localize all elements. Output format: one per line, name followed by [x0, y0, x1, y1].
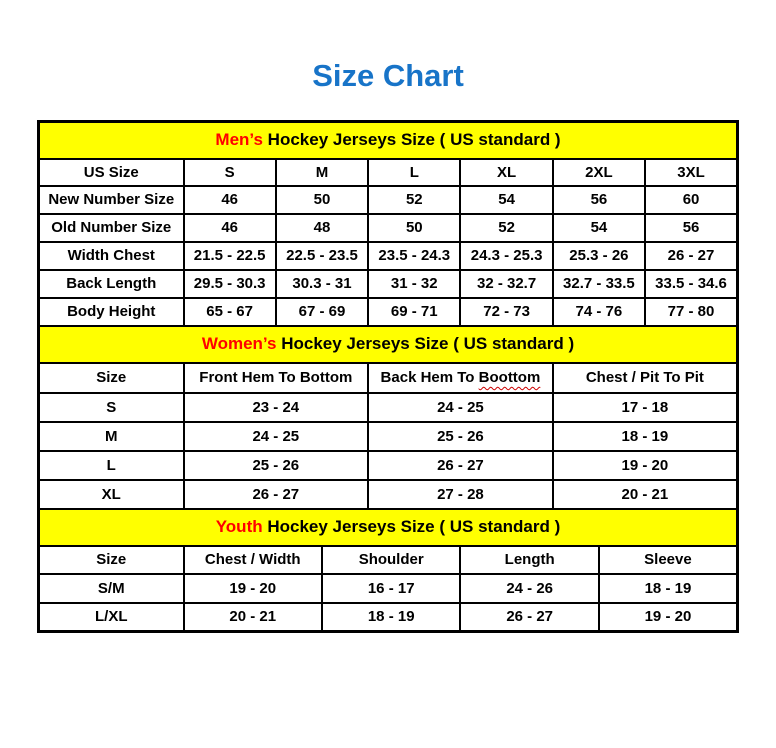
row-label: S — [39, 393, 184, 422]
table-row — [39, 480, 738, 509]
mens-section-highlight: Men’s — [215, 130, 263, 150]
cell: 18 - 19 — [553, 422, 738, 451]
cell: 24 - 25 — [184, 422, 369, 451]
mens-section-title — [39, 122, 738, 159]
cell: 52 — [368, 186, 460, 214]
mens-header-row — [39, 159, 738, 186]
cell: 54 — [553, 214, 645, 242]
cell: 29.5 - 30.3 — [184, 270, 276, 298]
youth-header-sleeve: Sleeve — [599, 546, 738, 574]
table-row — [39, 451, 738, 480]
cell: 30.3 - 31 — [276, 270, 368, 298]
womens-header-back-hem-lead: Back Hem To — [380, 369, 475, 386]
youth-header-shoulder: Shoulder — [322, 546, 460, 574]
cell: 24.3 - 25.3 — [460, 242, 552, 270]
row-label: Old Number Size — [39, 214, 184, 242]
row-label: Width Chest — [39, 242, 184, 270]
cell: 69 - 71 — [368, 298, 460, 326]
cell: 33.5 - 34.6 — [645, 270, 737, 298]
cell: 25 - 26 — [368, 422, 553, 451]
cell: 46 — [184, 214, 276, 242]
womens-header-front-hem: Front Hem To Bottom — [184, 363, 369, 393]
cell: 20 - 21 — [184, 603, 322, 632]
youth-section-highlight: Youth — [215, 517, 263, 536]
cell: 60 — [645, 186, 737, 214]
youth-section-band — [39, 509, 738, 546]
cell: 32.7 - 33.5 — [553, 270, 645, 298]
cell: 52 — [460, 214, 552, 242]
cell: 22.5 - 23.5 — [276, 242, 368, 270]
row-label: New Number Size — [39, 186, 184, 214]
cell: 26 - 27 — [184, 480, 369, 509]
table-row — [39, 574, 738, 603]
cell: 56 — [645, 214, 737, 242]
mens-header-xl: XL — [460, 159, 552, 186]
cell: 19 - 20 — [553, 451, 738, 480]
mens-header-l: L — [368, 159, 460, 186]
row-label: XL — [39, 480, 184, 509]
womens-section-rest: Hockey Jerseys Size ( US standard ) — [276, 334, 575, 353]
womens-section-title — [39, 326, 738, 363]
youth-section-rest: Hockey Jerseys Size ( US standard ) — [262, 517, 561, 536]
cell: 46 — [184, 186, 276, 214]
cell: 65 - 67 — [184, 298, 276, 326]
cell: 23.5 - 24.3 — [368, 242, 460, 270]
womens-section-highlight: Women’s — [201, 334, 277, 353]
womens-header-back-hem-typo: Boottom — [478, 369, 541, 386]
table-row — [39, 270, 738, 298]
cell: 19 - 20 — [599, 603, 738, 632]
cell: 26 - 27 — [460, 603, 598, 632]
cell: 24 - 25 — [368, 393, 553, 422]
table-row — [39, 393, 738, 422]
row-label: L/XL — [39, 603, 184, 632]
cell: 23 - 24 — [184, 393, 369, 422]
womens-header-chest: Chest / Pit To Pit — [553, 363, 738, 393]
cell: 18 - 19 — [322, 603, 460, 632]
table-row — [39, 186, 738, 214]
table-row — [39, 214, 738, 242]
youth-header-chest-width: Chest / Width — [184, 546, 322, 574]
row-label: M — [39, 422, 184, 451]
womens-header-row — [39, 363, 738, 393]
row-label: S/M — [39, 574, 184, 603]
cell: 50 — [368, 214, 460, 242]
mens-section-rest: Hockey Jerseys Size ( US standard ) — [262, 130, 561, 150]
cell: 24 - 26 — [460, 574, 598, 603]
cell: 32 - 32.7 — [460, 270, 552, 298]
table-row — [39, 298, 738, 326]
cell: 27 - 28 — [368, 480, 553, 509]
cell: 25 - 26 — [184, 451, 369, 480]
mens-header-3xl: 3XL — [645, 159, 737, 186]
mens-section-band — [39, 122, 738, 159]
cell: 25.3 - 26 — [553, 242, 645, 270]
cell: 48 — [276, 214, 368, 242]
mens-header-us-size: US Size — [39, 159, 184, 186]
womens-header-back-hem — [368, 363, 553, 393]
mens-header-s: S — [184, 159, 276, 186]
row-label: Back Length — [39, 270, 184, 298]
youth-header-size: Size — [39, 546, 184, 574]
cell: 72 - 73 — [460, 298, 552, 326]
row-label: Body Height — [39, 298, 184, 326]
cell: 50 — [276, 186, 368, 214]
cell: 56 — [553, 186, 645, 214]
cell: 16 - 17 — [322, 574, 460, 603]
cell: 18 - 19 — [599, 574, 738, 603]
womens-header-size: Size — [39, 363, 184, 393]
table-row — [39, 603, 738, 632]
mens-header-2xl: 2XL — [553, 159, 645, 186]
cell: 54 — [460, 186, 552, 214]
youth-header-row — [39, 546, 738, 574]
mens-header-m: M — [276, 159, 368, 186]
row-label: L — [39, 451, 184, 480]
youth-header-length: Length — [460, 546, 598, 574]
youth-section-title — [39, 509, 738, 546]
table-row — [39, 422, 738, 451]
cell: 31 - 32 — [368, 270, 460, 298]
cell: 26 - 27 — [645, 242, 737, 270]
cell: 20 - 21 — [553, 480, 738, 509]
cell: 77 - 80 — [645, 298, 737, 326]
cell: 19 - 20 — [184, 574, 322, 603]
page-title: Size Chart — [312, 58, 464, 93]
cell: 17 - 18 — [553, 393, 738, 422]
cell: 21.5 - 22.5 — [184, 242, 276, 270]
cell: 74 - 76 — [553, 298, 645, 326]
size-chart-table — [37, 120, 739, 633]
cell: 67 - 69 — [276, 298, 368, 326]
table-row — [39, 242, 738, 270]
cell: 26 - 27 — [368, 451, 553, 480]
womens-section-band — [39, 326, 738, 363]
